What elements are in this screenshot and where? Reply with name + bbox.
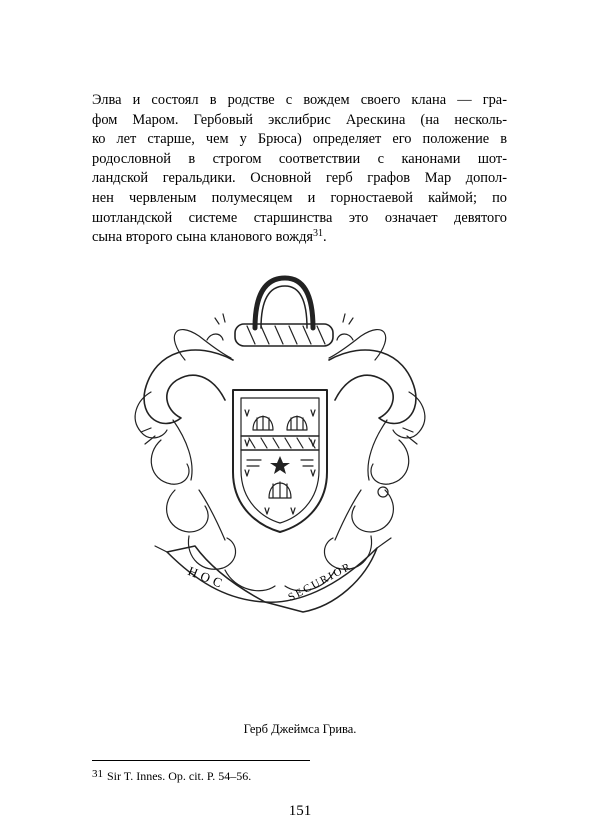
motto-right: SECURIOR bbox=[286, 560, 355, 604]
text-line: родословной в строгом соответствии с канонами шот- bbox=[92, 150, 507, 167]
footnote-text: Sir T. Innes. Op. cit. P. 54–56. bbox=[107, 769, 252, 783]
motto-left: HOC bbox=[185, 563, 229, 592]
footnote-divider bbox=[92, 760, 310, 761]
text-line: фом Маром. Гербовый экслибрис Арескина (на несколь- bbox=[92, 111, 507, 128]
footnote-reference[interactable]: 31 bbox=[313, 228, 324, 240]
page-number: 151 bbox=[288, 803, 312, 819]
last-line-punct: . bbox=[323, 229, 327, 246]
coat-of-arms-engraving bbox=[115, 240, 445, 710]
coat-of-arms-figure bbox=[115, 240, 445, 710]
text-line: Элва и состоял в родстве с вождем своего клана — гра- bbox=[92, 92, 507, 108]
text-line: ко лет старше, чем у Брюса) определяет его положение в bbox=[92, 131, 507, 148]
text-line: ландской геральдики. Основной герб графов Мар допол- bbox=[92, 170, 507, 187]
last-line-text: сына второго сына кланового вождя bbox=[92, 229, 314, 246]
text-line: шотландской системе старшинства это означает девятого bbox=[92, 209, 507, 226]
figure-caption: Герб Джеймса Грива. bbox=[243, 722, 357, 736]
footnote-number: 31 bbox=[92, 768, 103, 780]
text-line: нен червленым полумесяцем и горностаевой каймой; по bbox=[92, 189, 507, 206]
footnote bbox=[92, 768, 251, 784]
body-paragraph bbox=[92, 91, 507, 248]
